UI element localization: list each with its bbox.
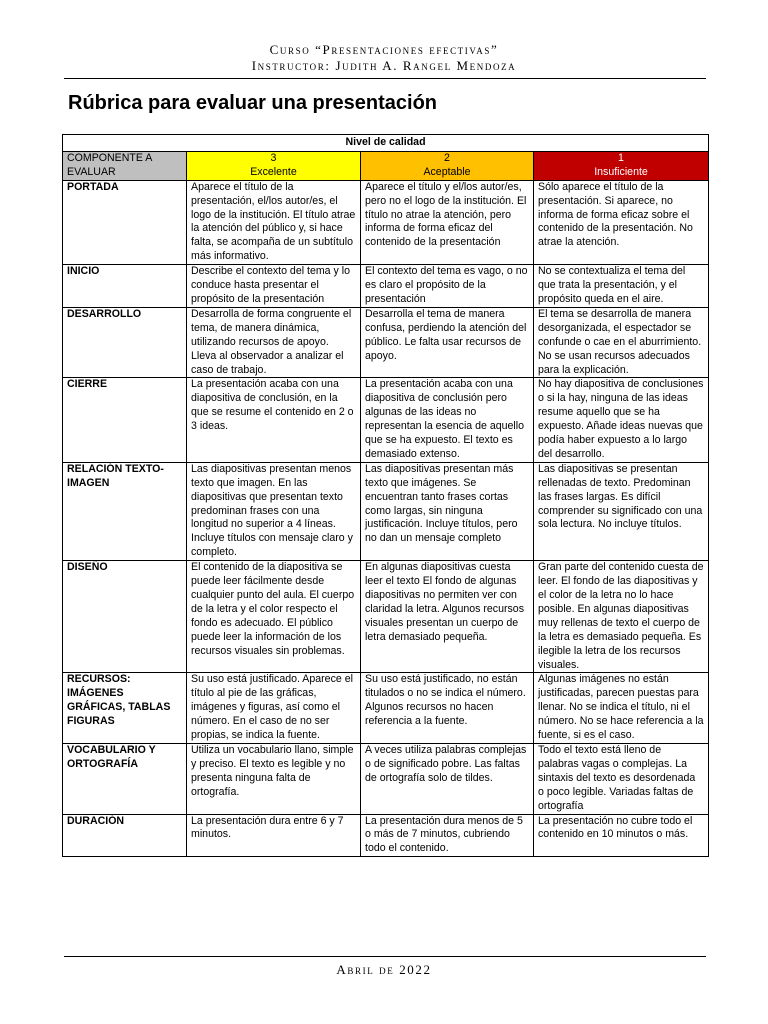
rubric-row-recursos xyxy=(63,673,709,744)
level-label: Insuficiente xyxy=(594,165,648,178)
component-header: COMPONENTE A EVALUAR xyxy=(63,151,187,180)
component-cell: RELACIÓN TEXTO-IMAGEN xyxy=(63,462,187,560)
excelente-cell: La presentación acaba con una diapositiva de conclusión, en la que se resume el contenido en 2 o 3 ideas. xyxy=(187,378,361,462)
document-header xyxy=(0,42,768,74)
component-cell: PORTADA xyxy=(63,180,187,264)
rubric-row-relacion-texto-imagen xyxy=(63,462,709,560)
component-cell: RECURSOS: IMÁGENES GRÁFICAS, TABLAS FIGURAS xyxy=(63,673,187,744)
level-header-row xyxy=(63,151,709,180)
aceptable-cell: En algunas diapositivas cuesta leer el texto El fondo de algunas diapositivas no permiten ver con claridad la letra. Algunos recursos visuales presentan un cuerpo de letra demasiado pequeña. xyxy=(361,561,534,673)
quality-header-row xyxy=(63,135,709,152)
component-cell: DURACIÓN xyxy=(63,814,187,857)
excelente-cell: Utiliza un vocabulario llano, simple y preciso. El texto es legible y no presenta ninguna falta de ortografía. xyxy=(187,743,361,814)
insuficiente-cell: Las diapositivas se presentan rellenadas de texto. Predominan las frases largas. Es difícil comprender su significado con una sola lectura. No incluye títulos. xyxy=(534,462,709,560)
aceptable-cell: Su uso está justificado, no están titulados o no se indica el número. Algunos recursos no hacen referencia a la fuente. xyxy=(361,673,534,744)
component-cell: INICIO xyxy=(63,265,187,308)
instructor-name: Instructor: Judith A. Rangel Mendoza xyxy=(251,58,517,73)
excelente-cell: Aparece el título de la presentación, el/los autor/es, el logo de la institución. El título atrae la atención del público y, si hace falta, se acompaña de un subtítulo más informativo. xyxy=(187,180,361,264)
rubric-row-inicio xyxy=(63,265,709,308)
aceptable-cell: El contexto del tema es vago, o no es claro el propósito de la presentación xyxy=(361,265,534,308)
excelente-cell: Las diapositivas presentan menos texto que imagen. En las diapositivas que presentan texto predominan frases con una longitud no superior a 4 líneas. Incluye títulos con mensaje claro y completo. xyxy=(187,462,361,560)
course-title: Curso “Presentaciones efectivas” xyxy=(269,42,499,57)
aceptable-cell: La presentación acaba con una diapositiva de conclusión pero algunas de las ideas no representan la esencia de aquello que se ha expuesto. El texto es demasiado extenso. xyxy=(361,378,534,462)
insuficiente-cell: No se contextualiza el tema del que trata la presentación, y el propósito queda en el aire. xyxy=(534,265,709,308)
rubric-row-duracion xyxy=(63,814,709,857)
aceptable-cell: Desarrolla el tema de manera confusa, perdiendo la atención del público. Le falta usar recursos de apoyo. xyxy=(361,307,534,378)
component-cell: DISEÑO xyxy=(63,561,187,673)
insuficiente-cell: Algunas imágenes no están justificadas, parecen puestas para llenar. No se indica el título, ni el número. No se hace referencia a la fuente, si es el caso. xyxy=(534,673,709,744)
excelente-cell: La presentación dura entre 6 y 7 minutos. xyxy=(187,814,361,857)
excelente-cell: Su uso está justificado. Aparece el título al pie de las gráficas, imágenes y figuras, así como el número. En el caso de no ser propias, se indica la fuente. xyxy=(187,673,361,744)
component-cell: CIERRE xyxy=(63,378,187,462)
level-aceptable-header xyxy=(361,151,534,180)
rubric-row-desarrollo xyxy=(63,307,709,378)
footer-divider xyxy=(64,956,706,957)
aceptable-cell: Aparece el título y el/los autor/es, pero no el logo de la institución. El título no atrae la atención, pero informa de forma eficaz del contenido de la presentación xyxy=(361,180,534,264)
level-insuficiente-header xyxy=(534,151,709,180)
excelente-cell: El contenido de la diapositiva se puede leer fácilmente desde cualquier punto del aula. El cuerpo de la letra y el color respecto el fondo es adecuado. El público puede leer la información de los recursos visuales sin problemas. xyxy=(187,561,361,673)
rubric-row-diseno xyxy=(63,561,709,673)
rubric-row-vocabulario xyxy=(63,743,709,814)
rubric-row-cierre xyxy=(63,378,709,462)
header-divider xyxy=(64,78,706,79)
level-number: 1 xyxy=(618,151,624,164)
level-label: Excelente xyxy=(250,165,297,178)
component-cell: DESARROLLO xyxy=(63,307,187,378)
level-label: Aceptable xyxy=(423,165,471,178)
excelente-cell: Describe el contexto del tema y lo conduce hasta presentar el propósito de la presentación xyxy=(187,265,361,308)
level-excelente-header xyxy=(187,151,361,180)
excelente-cell: Desarrolla de forma congruente el tema, de manera dinámica, utilizando recursos de apoyo. Lleva al observador a analizar el caso de trabajo. xyxy=(187,307,361,378)
level-number: 2 xyxy=(444,151,450,164)
component-cell: VOCABULARIO Y ORTOGRAFÍA xyxy=(63,743,187,814)
aceptable-cell: A veces utiliza palabras complejas o de significado pobre. Las faltas de ortografía solo de tildes. xyxy=(361,743,534,814)
aceptable-cell: La presentación dura menos de 5 o más de 7 minutos, cubriendo todo el contenido. xyxy=(361,814,534,857)
insuficiente-cell: El tema se desarrolla de manera desorganizada, el espectador se confunde o cae en el aburrimiento. No se usan recursos adecuados para la explicación. xyxy=(534,307,709,378)
insuficiente-cell: La presentación no cubre todo el contenido en 10 minutos o más. xyxy=(534,814,709,857)
page-title: Rúbrica para evaluar una presentación xyxy=(68,92,438,114)
level-number: 3 xyxy=(270,151,277,164)
insuficiente-cell: Gran parte del contenido cuesta de leer. El fondo de las diapositivas y el color de la letra no lo hace posible. En algunas diapositivas muy rellenas de texto el cuerpo de la letra es demasiado pequeña. Es ilegible la letra de los recursos visuales. xyxy=(534,561,709,673)
insuficiente-cell: Todo el texto está lleno de palabras vagas o complejas. La sintaxis del texto es desordenada o poco legible. Variadas faltas de ortografía xyxy=(534,743,709,814)
rubric-table xyxy=(62,134,709,857)
insuficiente-cell: No hay diapositiva de conclusiones o si la hay, ninguna de las ideas resume aquello que se ha expuesto. Añade ideas nuevas que podía haber expuesto a lo largo del desarrollo. xyxy=(534,378,709,462)
rubric-row-portada xyxy=(63,180,709,264)
footer-date: Abril de 2022 xyxy=(336,962,432,977)
aceptable-cell: Las diapositivas presentan más texto que imágenes. Se encuentran tanto frases cortas como largas, sin ninguna justificación. Incluye títulos, pero no dan un mensaje completo xyxy=(361,462,534,560)
quality-level-header: Nivel de calidad xyxy=(63,135,709,152)
insuficiente-cell: Sólo aparece el título de la presentación. Si aparece, no informa de forma eficaz sobre el contenido de la presentación. No atrae la atención. xyxy=(534,180,709,264)
